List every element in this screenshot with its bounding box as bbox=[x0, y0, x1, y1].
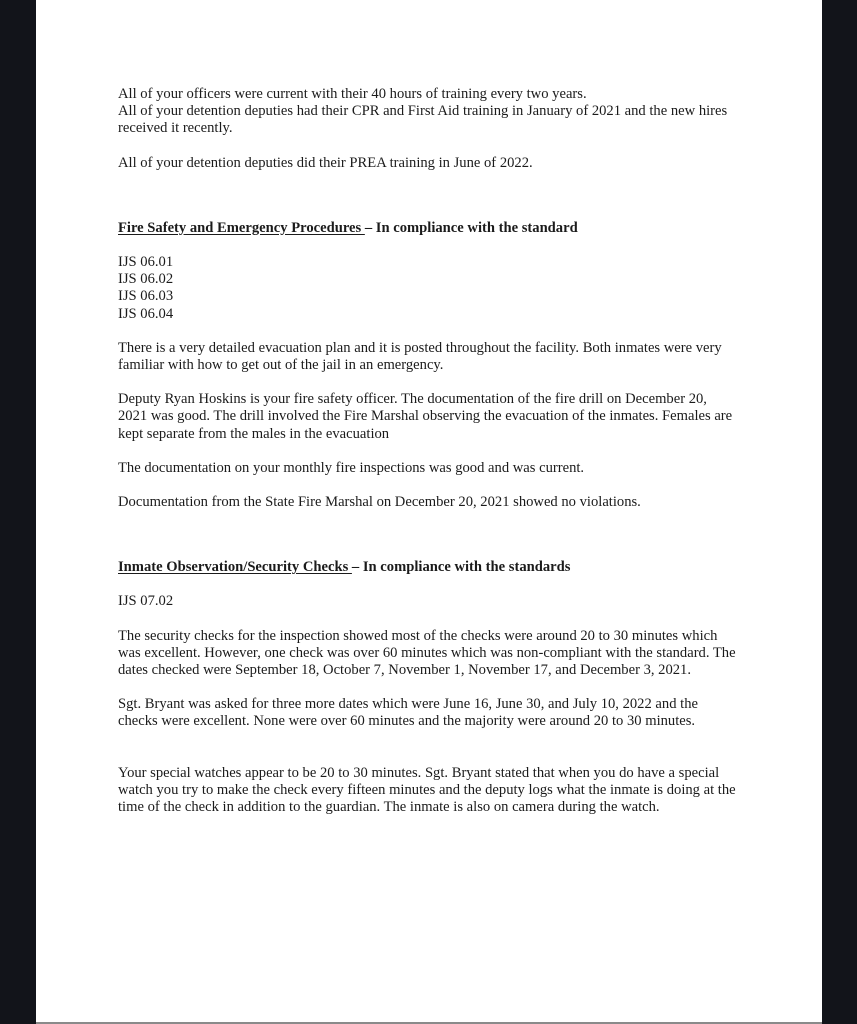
fire-paragraph-state-fire-marshal: Documentation from the State Fire Marshal on December 20, 2021 showed no violations. bbox=[118, 494, 641, 511]
intro-paragraph-prea: All of your detention deputies did their PREA training in June of 2022. bbox=[118, 154, 533, 171]
fire-paragraph-fire-drill: Deputy Ryan Hoskins is your fire safety officer. The documentation of the fire drill on December 20, 2021 was good. The drill involved the Fire Marshal observing the evacuation of the inmates. Females are kept separate from the males in the evacuation bbox=[118, 391, 733, 442]
standards-list-fire-safety bbox=[118, 254, 738, 323]
standard-ref: IJS 06.02 bbox=[118, 271, 174, 288]
observation-paragraph-special-watches: Your special watches appear to be 20 to 30 minutes. Sgt. Bryant stated that when you do have a special watch you try to make the check every fifteen minutes and the deputy logs what the inmate is doing at the time of the check in addition to the guardian. The inmate is also on camera during the watch. bbox=[118, 764, 736, 816]
standard-ref: IJS 06.03 bbox=[118, 288, 174, 305]
standards-list-inmate-observation bbox=[118, 593, 738, 610]
intro-paragraph-cpr: All of your detention deputies had their CPR and First Aid training in January of 2021 and the new hires received it recently. bbox=[118, 103, 728, 137]
standard-ref: IJS 06.04 bbox=[118, 305, 174, 322]
section-title-fire-safety: Fire Safety and Emergency Procedures bbox=[118, 219, 365, 236]
observation-paragraph-additional-dates: Sgt. Bryant was asked for three more dates which were June 16, June 30, and July 10, 2022 and the checks were excellent. None were over 60 minutes and the majority were around 20 to 30 minutes. bbox=[118, 696, 698, 730]
section-status-inmate-observation: – In compliance with the standards bbox=[351, 559, 571, 576]
fire-paragraph-monthly-inspections: The documentation on your monthly fire inspections was good and was current. bbox=[118, 459, 585, 476]
standard-ref: IJS 07.02 bbox=[118, 593, 174, 610]
observation-paragraph-security-checks: The security checks for the inspection showed most of the checks were around 20 to 30 minutes which was excellent. However, one check was over 60 minutes which was non-compliant with the standard. The dates checked were September 18, October 7, November 1, November 17, and December 3, 2021. bbox=[118, 627, 736, 679]
section-title-inmate-observation: Inmate Observation/Security Checks bbox=[118, 559, 352, 576]
section-heading-inmate-observation bbox=[118, 559, 738, 576]
standard-ref: IJS 06.01 bbox=[118, 254, 174, 271]
document-page bbox=[36, 0, 822, 1024]
section-status-fire-safety: – In compliance with the standard bbox=[364, 219, 578, 236]
fire-paragraph-evacuation-plan: There is a very detailed evacuation plan and it is posted throughout the facility. Both inmates were very familiar with how to get out of the jail in an emergency. bbox=[118, 339, 722, 374]
section-heading-fire-safety bbox=[118, 220, 738, 237]
intro-paragraph-training-hours: All of your officers were current with their 40 hours of training every two years. bbox=[118, 86, 587, 102]
document-body bbox=[118, 86, 738, 816]
